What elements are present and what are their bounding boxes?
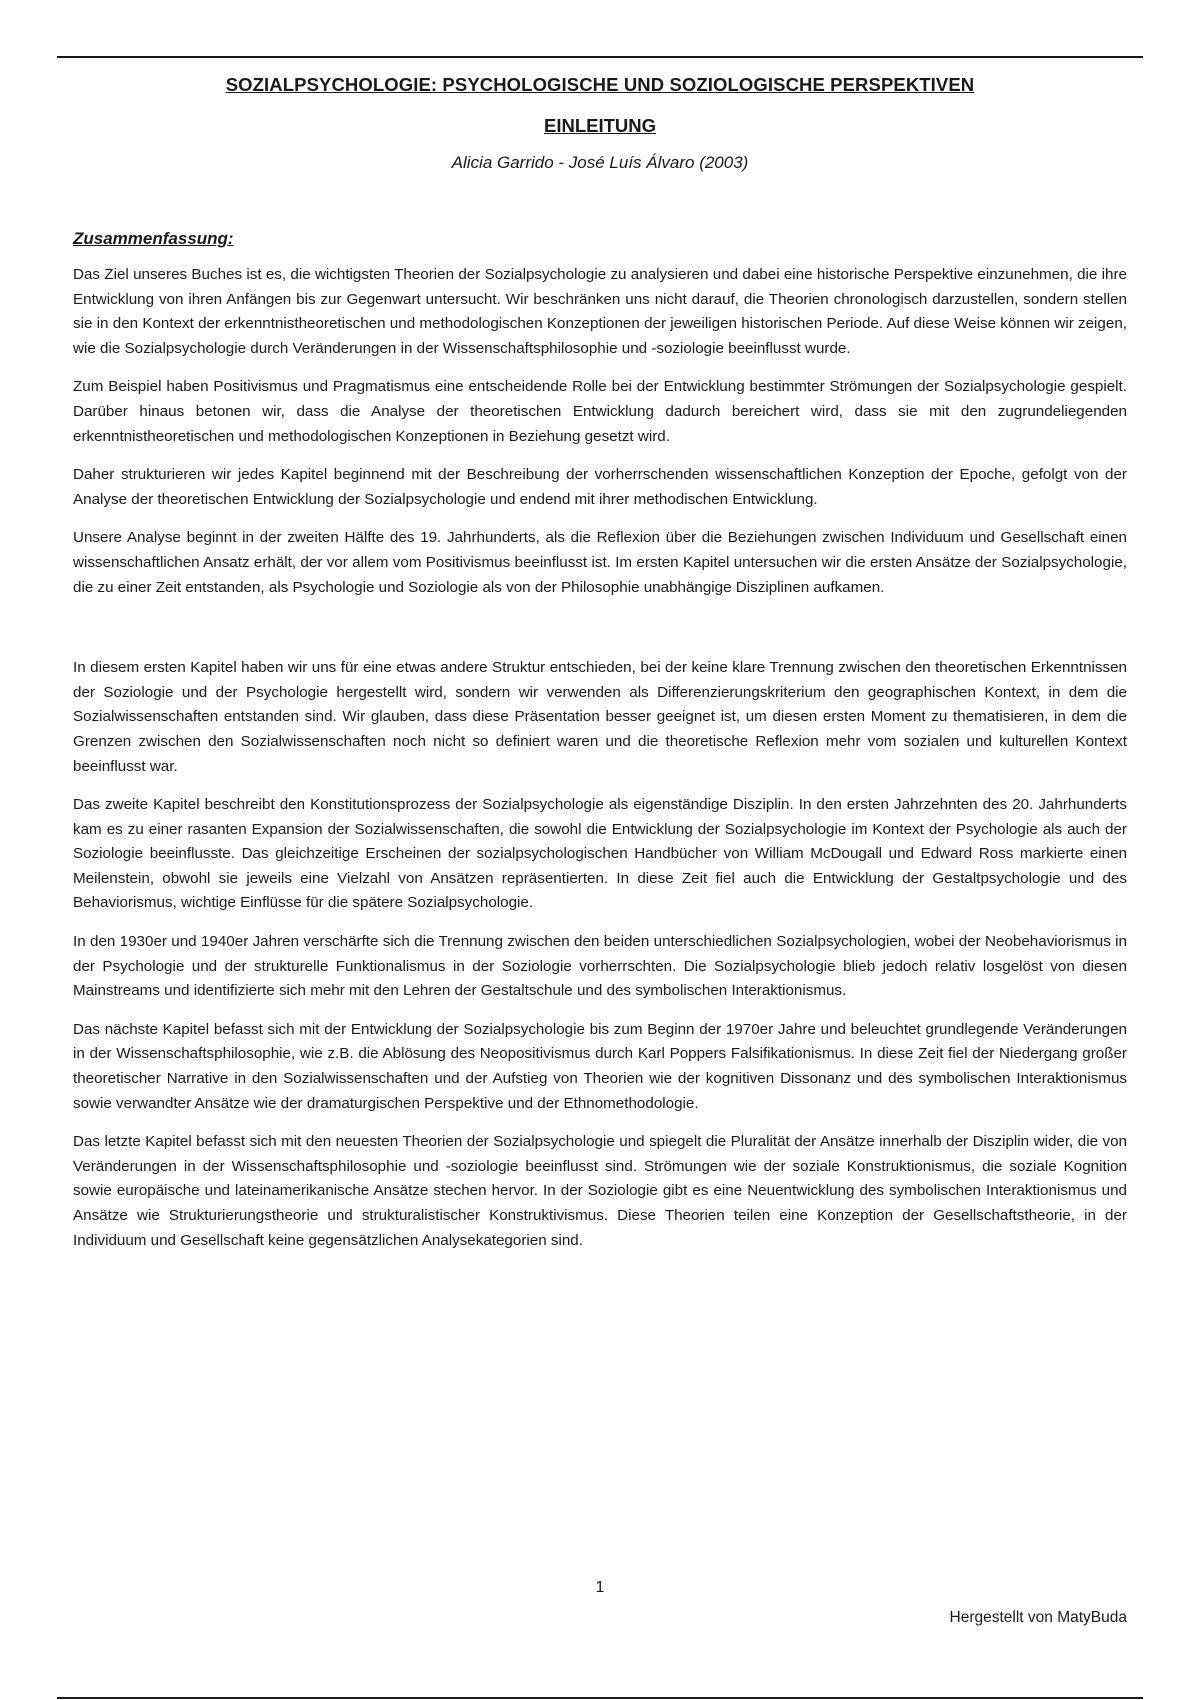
paragraph: In diesem ersten Kapitel haben wir uns für eine etwas andere Struktur entschieden, bei der keine klare Trennung zwischen den theoretischen Erkenntnissen der Soziologie und der Psychologie hergestellt wird, sondern wir verwenden als Differenzierungskriterium den geographischen Kontext, in dem die Sozialwissenschaften entstanden sind. Wir glauben, dass diese Präsentation besser geeignet ist, um diesen ersten Moment zu thematisieren, in dem die Grenzen zwischen den Sozialwissenschaften noch nicht so definiert waren und die theoretische Reflexion mehr vom sozialen und kulturellen Kontext beeinflusst war. bbox=[73, 659, 1127, 775]
section-heading: Zusammenfassung: bbox=[73, 229, 234, 248]
paragraph: Das zweite Kapitel beschreibt den Konstitutionsprozess der Sozialpsychologie als eigenständige Disziplin. In den ersten Jahrzehnten des 20. Jahrhunderts kam es zu einer rasanten Expansion der Sozialwissenschaften, die sowohl die Entwicklung der Sozialpsychologie im Kontext der Psychologie als auch der Soziologie beeinflusste. Das gleichzeitige Erscheinen der sozialpsychologischen Handbücher von William McDougall und Edward Ross markierte einen Meilenstein, obwohl sie jeweils eine Vielzahl von Ansätzen repräsentierten. In diese Zeit fiel auch die Entwicklung der Gestaltpsychologie und des Behaviorismus, wichtige Einflüsse für die spätere Sozialpsychologie. bbox=[73, 796, 1127, 912]
document-page bbox=[73, 56, 1127, 1267]
page-number: 1 bbox=[595, 1579, 605, 1596]
paragraph: Unsere Analyse beginnt in der zweiten Hälfte des 19. Jahrhunderts, als die Reflexion über die Beziehungen zwischen Individuum und Gesellschaft einen wissenschaftlichen Ansatz erhält, der vor allem vom Positivismus beeinflusst ist. Im ersten Kapitel untersuchen wir die ersten Ansätze der Sozialpsychologie, die zu einer Zeit entstanden, als Psychologie und Soziologie als von der Philosophie unabhängige Disziplinen aufkamen. bbox=[73, 529, 1127, 596]
paragraph: Das Ziel unseres Buches ist es, die wichtigsten Theorien der Sozialpsychologie zu analysieren und dabei eine historische Perspektive einzunehmen, die ihre Entwicklung von ihren Anfängen bis zur Gegenwart untersucht. Wir beschränken uns nicht darauf, die Theorien chronologisch darzustellen, sondern stellen sie in den Kontext der erkenntnistheoretischen und methodologischen Konzeptionen der jeweiligen historischen Periode. Auf diese Weise können wir zeigen, wie die Sozialpsychologie durch Veränderungen in der Wissenschaftsphilosophie und -soziologie beeinflusst wurde. bbox=[73, 266, 1127, 357]
paragraph: Das letzte Kapitel befasst sich mit den neuesten Theorien der Sozialpsychologie und spiegelt die Pluralität der Ansätze innerhalb der Disziplin wider, die von Veränderungen in der Wissenschaftsphilosophie und -soziologie beeinflusst sind. Strömungen wie der soziale Konstruktionismus, die soziale Kognition sowie europäische und lateinamerikanische Ansätze stechen hervor. In der Soziologie gibt es eine Neuentwicklung des symbolischen Interaktionismus und Ansätze wie Strukturierungstheorie und strukturalistischer Konstruktivismus. Diese Theorien teilen eine Konzeption der Gesellschaftstheorie, in der Individuum und Gesellschaft keine gegensätzlichen Analysekategorien sind. bbox=[73, 1133, 1127, 1249]
paragraph: Zum Beispiel haben Positivismus und Pragmatismus eine entscheidende Rolle bei der Entwicklung bestimmter Strömungen der Sozialpsychologie gespielt. Darüber hinaus betonen wir, dass die Analyse der theoretischen Entwicklung dadurch bereichert wird, dass sie mit den zugrundeliegenden erkenntnistheoretischen und methodologischen Konzeptionen in Beziehung gesetzt wird. bbox=[73, 378, 1127, 445]
footer-credit: Hergestellt von MatyBuda bbox=[949, 1609, 1127, 1626]
body-text bbox=[73, 263, 1127, 1253]
paragraph: Daher strukturieren wir jedes Kapitel beginnend mit der Beschreibung der vorherrschenden wissenschaftlichen Konzeption der Epoche, gefolgt von der Analyse der theoretischen Entwicklung der Sozialpsychologie und endend mit ihrer methodischen Entwicklung. bbox=[73, 466, 1127, 508]
document-title: SOZIALPSYCHOLOGIE: PSYCHOLOGISCHE UND SOZIOLOGISCHE PERSPEKTIVEN bbox=[225, 74, 975, 95]
bottom-rule bbox=[57, 1697, 1143, 1699]
paragraph: In den 1930er und 1940er Jahren verschärfte sich die Trennung zwischen den beiden unterschiedlichen Sozialpsychologien, wobei der Neobehaviorismus in der Psychologie und der strukturelle Funktionalismus in der Soziologie vorherrschten. Die Sozialpsychologie blieb jedoch relativ losgelöst von diesen Mainstreams und identifizierte sich mehr mit den Lehren der Gestaltschule und des symbolischen Interaktionismus. bbox=[73, 933, 1127, 1000]
document-subtitle: EINLEITUNG bbox=[543, 115, 657, 136]
paragraph: Das nächste Kapitel befasst sich mit der Entwicklung der Sozialpsychologie bis zum Beginn der 1970er Jahre und beleuchtet grundlegende Veränderungen in der Wissenschaftsphilosophie, wie z.B. die Ablösung des Neopositivismus durch Karl Poppers Falsifikationismus. In diese Zeit fiel der Niedergang großer theoretischer Narrative in den Sozialwissenschaften und der Aufstieg von Theorien wie der kognitiven Dissonanz und des symbolischen Interaktionismus sowie verwandter Ansätze wie der dramaturgischen Perspektive und der Ethnomethodologie. bbox=[73, 1020, 1127, 1112]
document-authors: Alicia Garrido - José Luís Álvaro (2003) bbox=[451, 153, 749, 172]
